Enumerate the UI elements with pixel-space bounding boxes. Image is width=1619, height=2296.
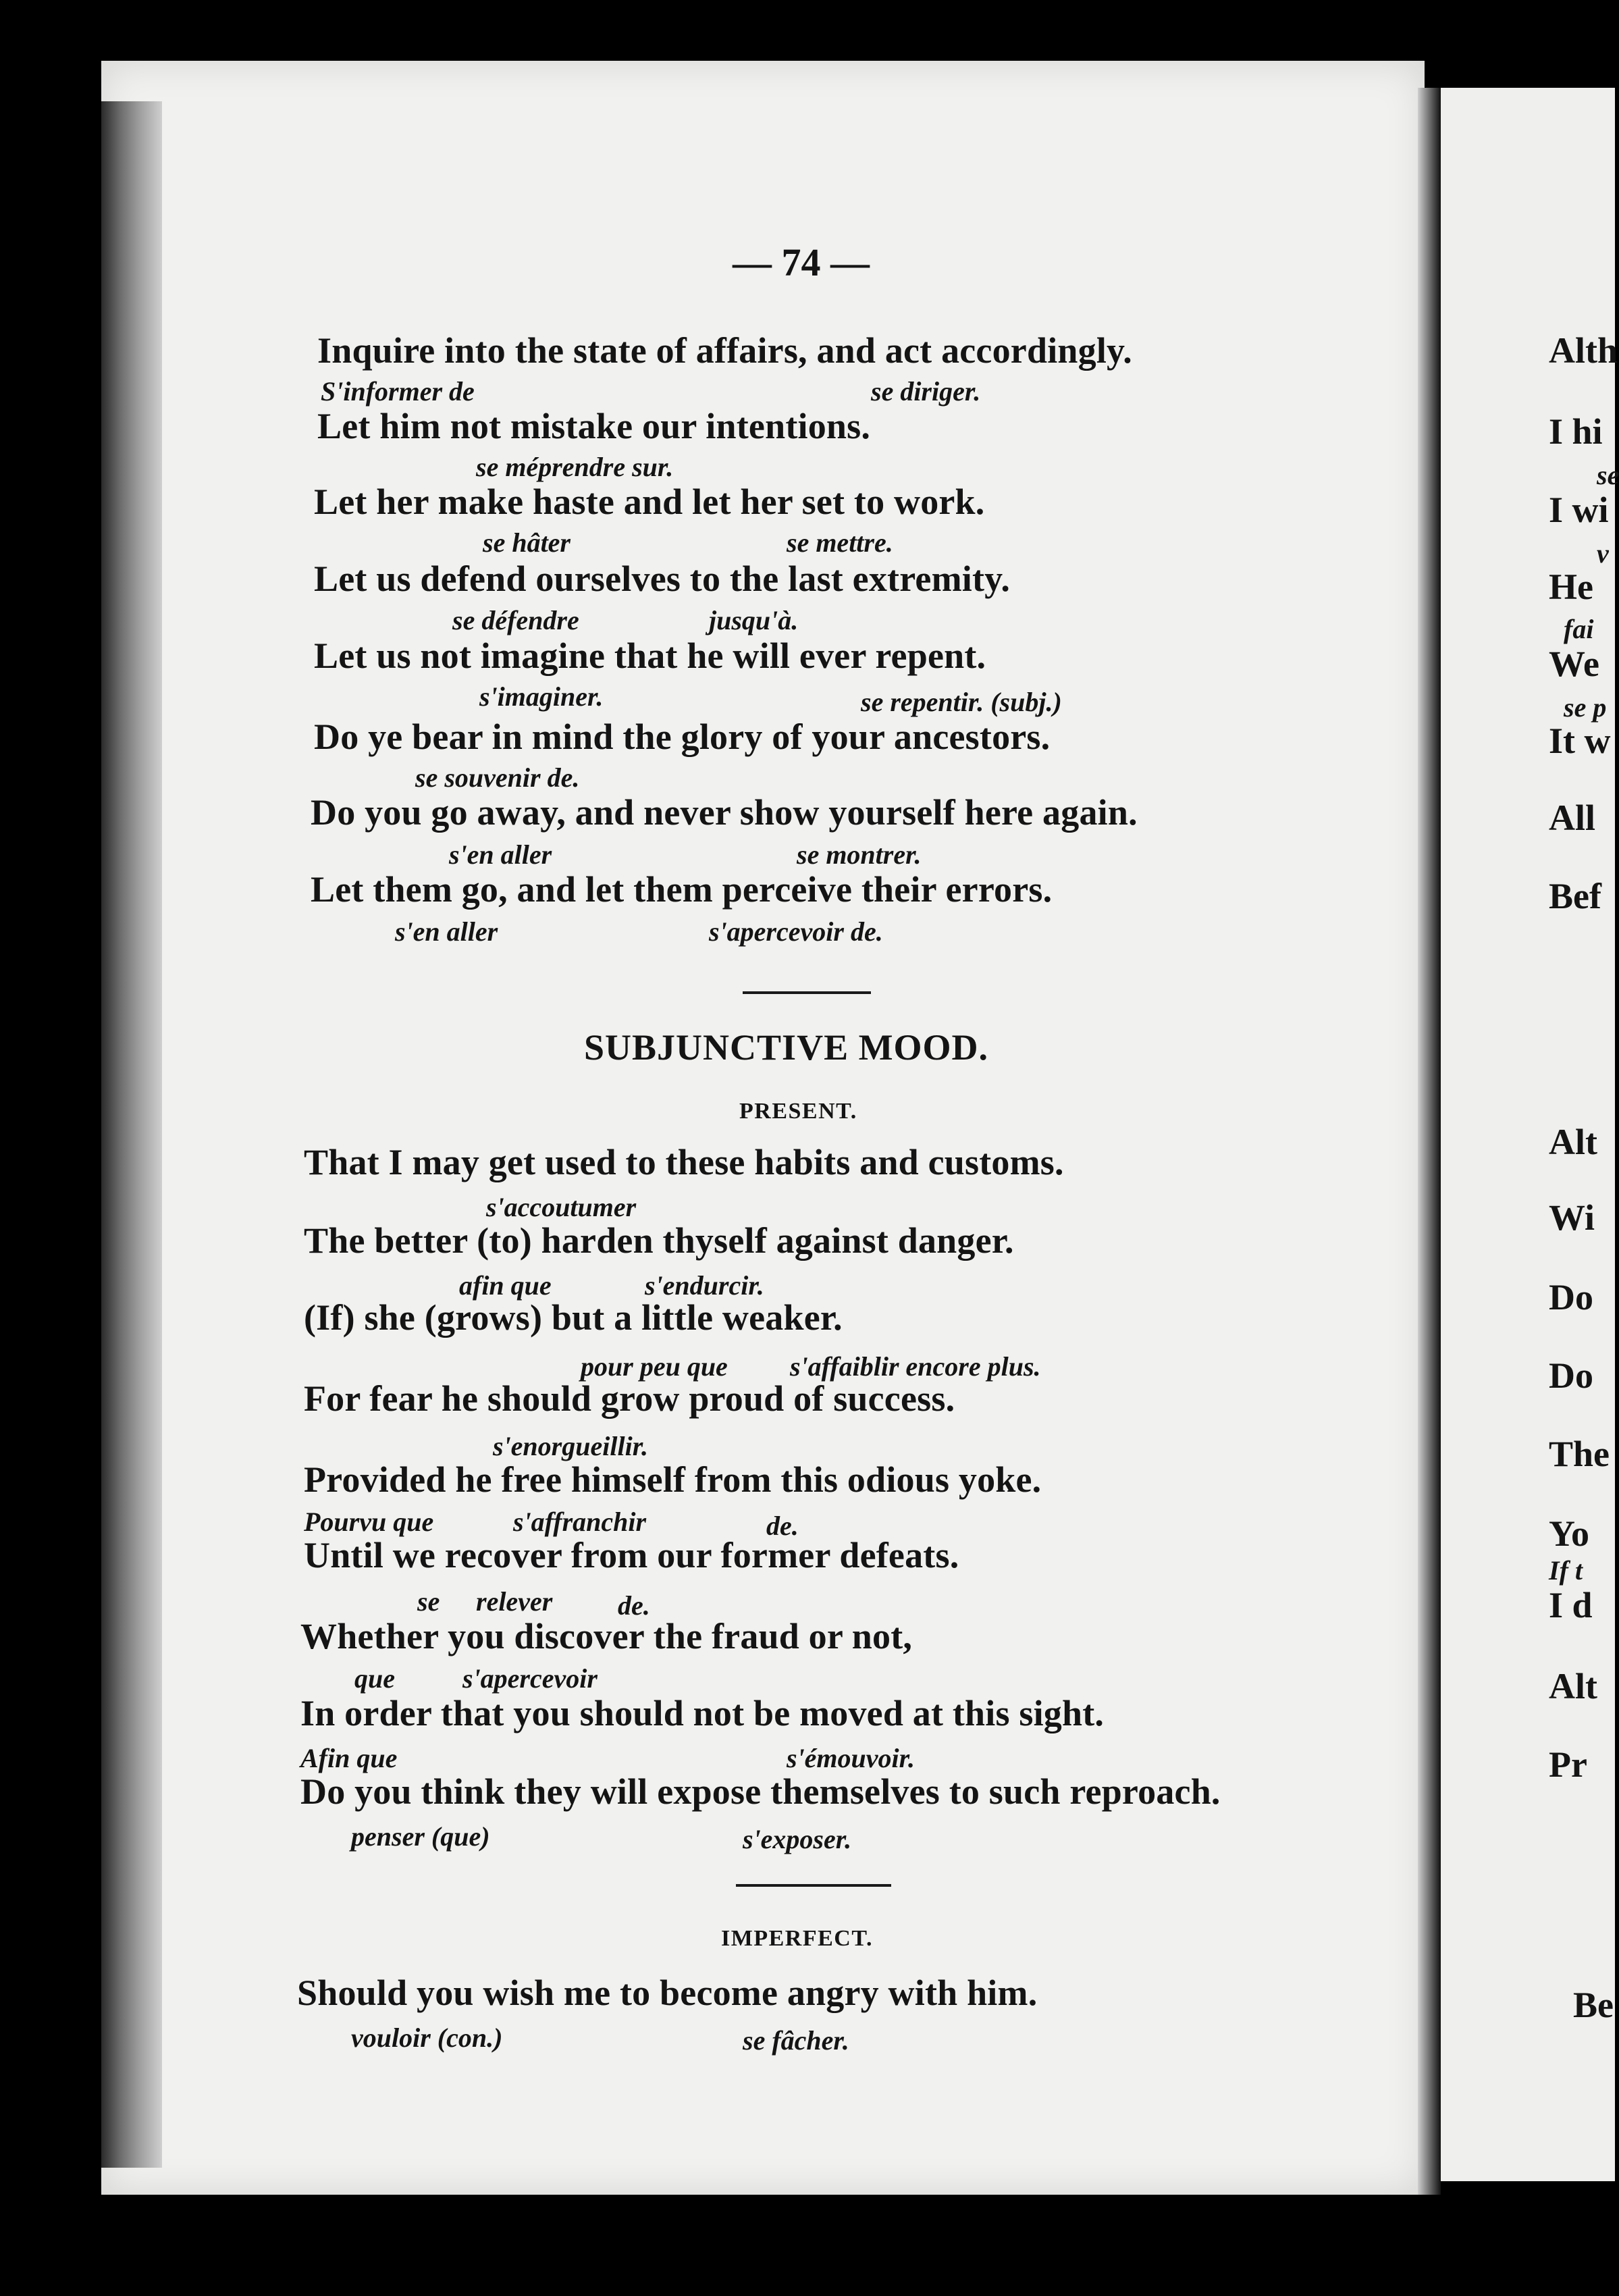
right-page-fragment: v bbox=[1597, 538, 1609, 569]
right-page-fragment: I hi bbox=[1549, 411, 1603, 452]
french-gloss: pour peu que bbox=[581, 1351, 728, 1382]
english-line: Let us not imagine that he will ever repent. bbox=[314, 635, 986, 676]
french-gloss: s'apercevoir de. bbox=[709, 916, 883, 947]
right-page-fragment: se p bbox=[1564, 692, 1607, 723]
right-page-fragment: I d bbox=[1549, 1585, 1593, 1625]
french-gloss: se méprendre sur. bbox=[476, 452, 674, 482]
french-gloss: relever bbox=[476, 1586, 553, 1617]
french-gloss: s'affaiblir encore plus. bbox=[790, 1351, 1041, 1382]
french-gloss: que bbox=[354, 1663, 395, 1694]
english-line: Should you wish me to become angry with him. bbox=[297, 1973, 1038, 2013]
right-page-fragment: The bbox=[1549, 1434, 1610, 1474]
french-gloss: s'en aller bbox=[449, 839, 552, 870]
section-title: SUBJUNCTIVE MOOD. bbox=[584, 1027, 989, 1068]
right-page-fragment: Do bbox=[1549, 1355, 1593, 1396]
english-line: In order that you should not be moved at this sight. bbox=[300, 1693, 1105, 1733]
right-page-fragment: He bbox=[1549, 567, 1593, 607]
french-gloss: s'imaginer. bbox=[479, 681, 604, 712]
right-page-fragment: Alth bbox=[1549, 330, 1618, 371]
french-gloss: s'enorgueillir. bbox=[493, 1431, 649, 1461]
french-gloss: s'accoutumer bbox=[486, 1192, 637, 1222]
english-line: Until we recover from our former defeats. bbox=[304, 1535, 959, 1575]
french-gloss: Afin que bbox=[300, 1743, 398, 1773]
right-page-fragment: If t bbox=[1549, 1555, 1583, 1586]
right-page-fragment: Yo bbox=[1549, 1513, 1590, 1554]
english-line: Do ye bear in mind the glory of your ancestors. bbox=[314, 716, 1051, 757]
english-line: Let her make haste and let her set to work. bbox=[314, 481, 985, 522]
french-gloss: se montrer. bbox=[797, 839, 922, 870]
book-spine bbox=[101, 101, 162, 2168]
french-gloss: afin que bbox=[459, 1270, 552, 1301]
french-gloss: Pourvu que bbox=[304, 1507, 434, 1537]
right-page-fragment: It w bbox=[1549, 721, 1611, 761]
english-line: Provided he free himself from this odious yoke. bbox=[304, 1459, 1042, 1500]
french-gloss: se repentir. (subj.) bbox=[861, 687, 1062, 717]
english-line: Inquire into the state of affairs, and act accordingly. bbox=[317, 330, 1132, 371]
right-page-fragment: se bbox=[1597, 460, 1619, 490]
french-gloss: se mettre. bbox=[787, 527, 893, 558]
french-gloss: penser (que) bbox=[351, 1821, 490, 1852]
right-page-fragment: Be bbox=[1573, 1985, 1614, 2025]
imperfect-heading: IMPERFECT. bbox=[721, 1926, 873, 1951]
english-line: Do you think they will expose themselves to such reproach. bbox=[300, 1771, 1221, 1812]
right-page-fragment: I wi bbox=[1549, 490, 1609, 530]
right-page-fragment: All bbox=[1549, 798, 1596, 838]
french-gloss: s'apercevoir bbox=[462, 1663, 598, 1694]
french-gloss: vouloir (con.) bbox=[351, 2023, 503, 2053]
french-gloss: s'exposer. bbox=[743, 1824, 852, 1854]
french-gloss: s'en aller bbox=[395, 916, 498, 947]
french-gloss: se fâcher. bbox=[743, 2025, 849, 2056]
right-page-fragment: Pr bbox=[1549, 1744, 1587, 1785]
right-page-fragment: Bef bbox=[1549, 876, 1601, 916]
french-gloss: se diriger. bbox=[871, 376, 981, 407]
french-gloss: s'endurcir. bbox=[645, 1270, 764, 1301]
english-line: Whether you discover the fraud or not, bbox=[300, 1616, 913, 1656]
page-gutter bbox=[1418, 88, 1441, 2195]
english-line: (If) she (grows) but a little weaker. bbox=[304, 1297, 843, 1338]
french-gloss: se défendre bbox=[452, 605, 579, 635]
french-gloss: s'affranchir bbox=[513, 1507, 647, 1537]
right-page-fragment: Do bbox=[1549, 1277, 1593, 1317]
english-line: The better (to) harden thyself against danger. bbox=[304, 1220, 1014, 1261]
english-line: Let us defend ourselves to the last extremity. bbox=[314, 558, 1011, 599]
english-line: For fear he should grow proud of success. bbox=[304, 1378, 955, 1419]
english-line: Let them go, and let them perceive their errors. bbox=[311, 869, 1053, 910]
english-line: Do you go away, and never show yourself here again. bbox=[311, 792, 1138, 833]
section-divider bbox=[736, 1884, 891, 1887]
french-gloss: de. bbox=[766, 1511, 799, 1541]
french-gloss: de. bbox=[618, 1590, 650, 1621]
english-line: That I may get used to these habits and customs. bbox=[304, 1142, 1064, 1182]
right-page-fragment: Wi bbox=[1549, 1197, 1595, 1238]
french-gloss: se bbox=[417, 1586, 440, 1617]
page-number: — 74 — bbox=[733, 240, 870, 284]
right-page-fragment: Alt bbox=[1549, 1666, 1597, 1706]
left-page bbox=[101, 61, 1425, 2195]
right-page-fragment: We bbox=[1549, 644, 1599, 684]
section-divider bbox=[743, 991, 871, 994]
right-page-fragment: fai bbox=[1564, 614, 1594, 644]
french-gloss: se souvenir de. bbox=[415, 762, 580, 793]
right-page-fragment: Alt bbox=[1549, 1122, 1597, 1162]
french-gloss: s'émouvoir. bbox=[787, 1743, 915, 1773]
french-gloss: S'informer de bbox=[321, 376, 475, 407]
french-gloss: se hâter bbox=[483, 527, 570, 558]
english-line: Let him not mistake our intentions. bbox=[317, 406, 871, 446]
french-gloss: jusqu'à. bbox=[709, 605, 799, 635]
present-heading: PRESENT. bbox=[739, 1099, 857, 1124]
